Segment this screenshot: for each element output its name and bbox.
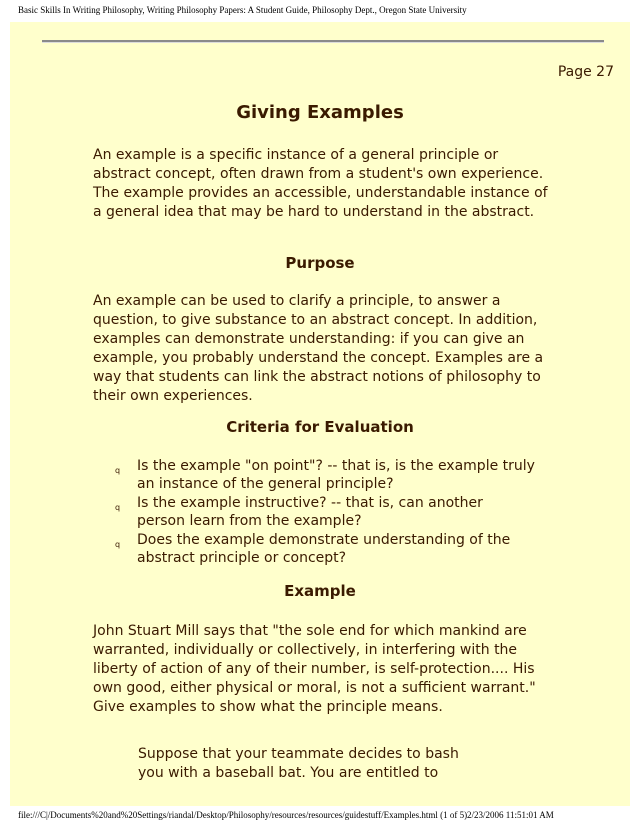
criteria-heading: Criteria for Evaluation [226,418,414,436]
intro-paragraph: An example is a specific instance of a general principle or abstract concept, often drawn from a student's own experience. The example provides an accessible, understandable instance of a general idea that may be hard to understand in the abstract. [93,147,548,220]
print-header: Basic Skills In Writing Philosophy, Writing Philosophy Papers: A Student Guide, Philosophy Dept., Oregon State University [18,5,467,15]
example-paragraph: John Stuart Mill says that "the sole end for which mankind are warranted, individually or collectively, in interfering with the liberty of action of any of their number, is self-protection.... His own good, either physical or moral, is not a sufficient warrant." Give examples to show what the principle means. [93,623,536,715]
criteria-item-text: Does the example demonstrate understanding of the abstract principle or concept? [137,532,511,566]
top-divider [42,40,604,43]
example-heading: Example [284,582,356,600]
example-response: Suppose that your teammate decides to bash you with a baseball bat. You are entitled to [138,746,459,781]
list-item [115,457,535,493]
criteria-item-text: Is the example "on point"? -- that is, is the example truly an instance of the general principle? [137,458,535,492]
bullet-icon: q [115,540,121,549]
list-item [115,531,535,567]
list-item [115,494,535,530]
page-title: Giving Examples [236,102,404,123]
bullet-icon: q [115,503,121,512]
purpose-heading: Purpose [285,254,355,272]
print-footer: file:///C|/Documents%20and%20Settings/riandal/Desktop/Philosophy/resources/resources/guidestuff/Examples.html (1 of 5)2/23/2006 11:51:01 AM [18,810,554,820]
page-number: Page 27 [557,64,614,80]
purpose-paragraph: An example can be used to clarify a principle, to answer a question, to give substance to an abstract concept. In addition, examples can demonstrate understanding: if you can give an example, you probably understand the concept. Examples are a way that students can link the abstract notions of philosophy to their own experiences. [93,293,544,404]
criteria-item-text: Is the example instructive? -- that is, can another person learn from the example? [137,495,483,529]
bullet-icon: q [115,466,121,475]
document-page [10,22,630,806]
criteria-list [115,457,535,568]
